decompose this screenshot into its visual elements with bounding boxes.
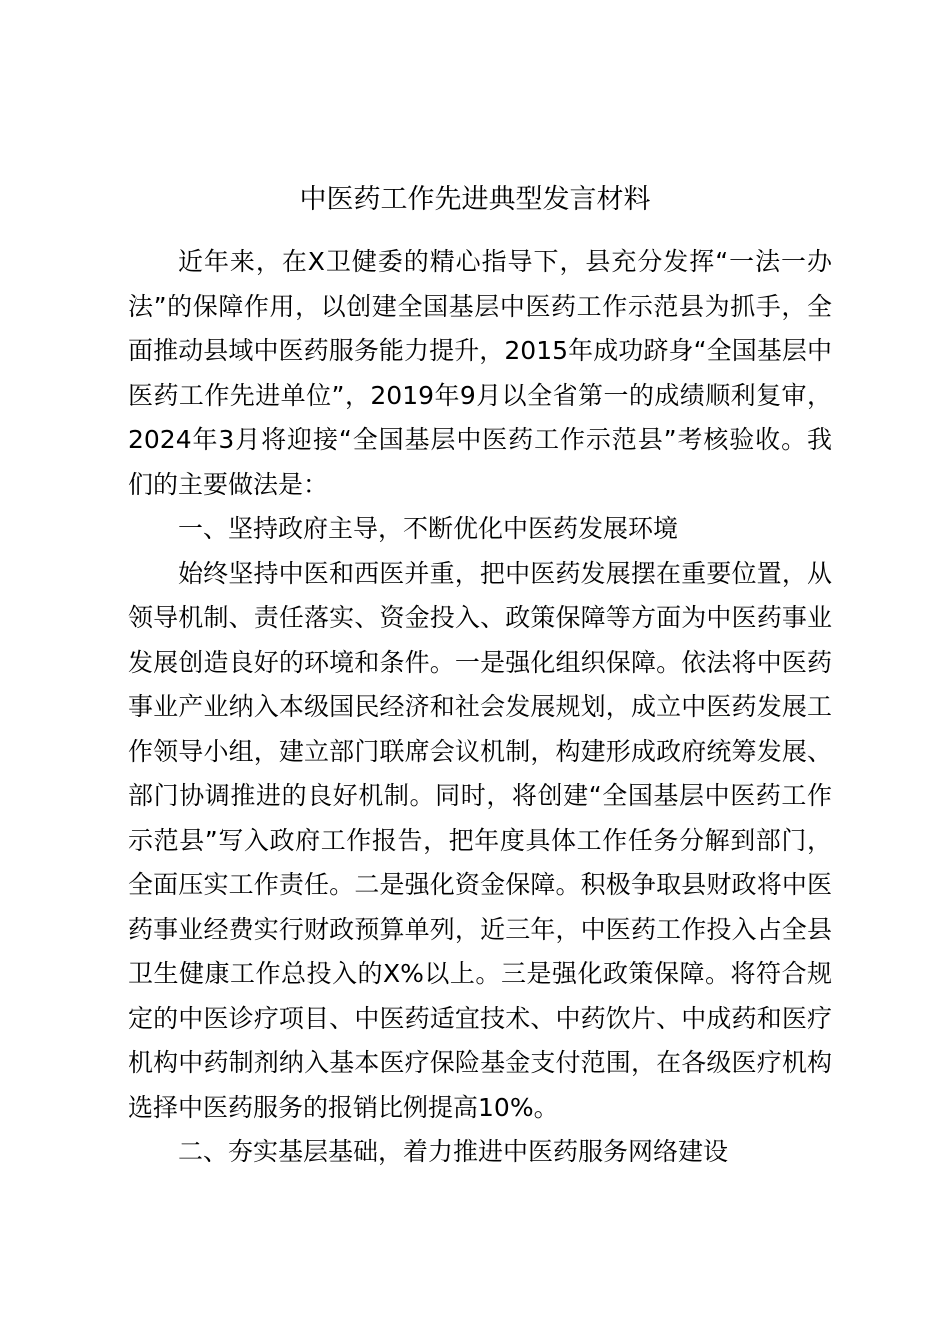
section-heading-1: 一、坚持政府主导，不断优化中医药发展环境 bbox=[178, 514, 679, 543]
section-1-paragraph: 始终坚持中医和西医并重，把中医药发展摆在重要位置，从领导机制、责任落实、资金投入、政策保障等方面为中医药事业发展创造良好的环境和条件。一是强化组织保障。依法将中医药事业产业纳入本级国民经济和社会发展规划，成立中医药发展工作领导小组，建立部门联席会议机制，构建形成政府统筹发展、部门协调推进的良好机制。同时，将创建“全国基层中医药工作示范县”写入政府工作报告，把年度具体工作任务分解到部门，全面压实工作责任。二是强化资金保障。积极争取县财政将中医药事业经费实行财政预算单列，近三年，中医药工作投入占全县卫生健康工作总投入的X%以上。三是强化政策保障。将符合规定的中医诊疗项目、中医药适宜技术、中药饮片、中成药和医疗机构中药制剂纳入基本医疗保险基金支付范围，在各级医疗机构选择中医药服务的报销比例提高10%。 bbox=[128, 558, 832, 1122]
intro-paragraph: 近年来，在X卫健委的精心指导下，县充分发挥“一法一办法”的保障作用，以创建全国基层中医药工作示范县为抓手，全面推动县域中医药服务能力提升，2015年成功跻身“全国基层中医药工作先进单位”，2019年9月以全省第一的成绩顺利复审，2024年3月将迎接“全国基层中医药工作示范县”考核验收。我们的主要做法是： bbox=[128, 247, 832, 499]
document-body bbox=[128, 240, 832, 1175]
section-heading-2: 二、夯实基层基础，着力推进中医药服务网络建设 bbox=[178, 1137, 729, 1166]
document-title: 中医药工作先进典型发言材料 bbox=[299, 184, 651, 215]
